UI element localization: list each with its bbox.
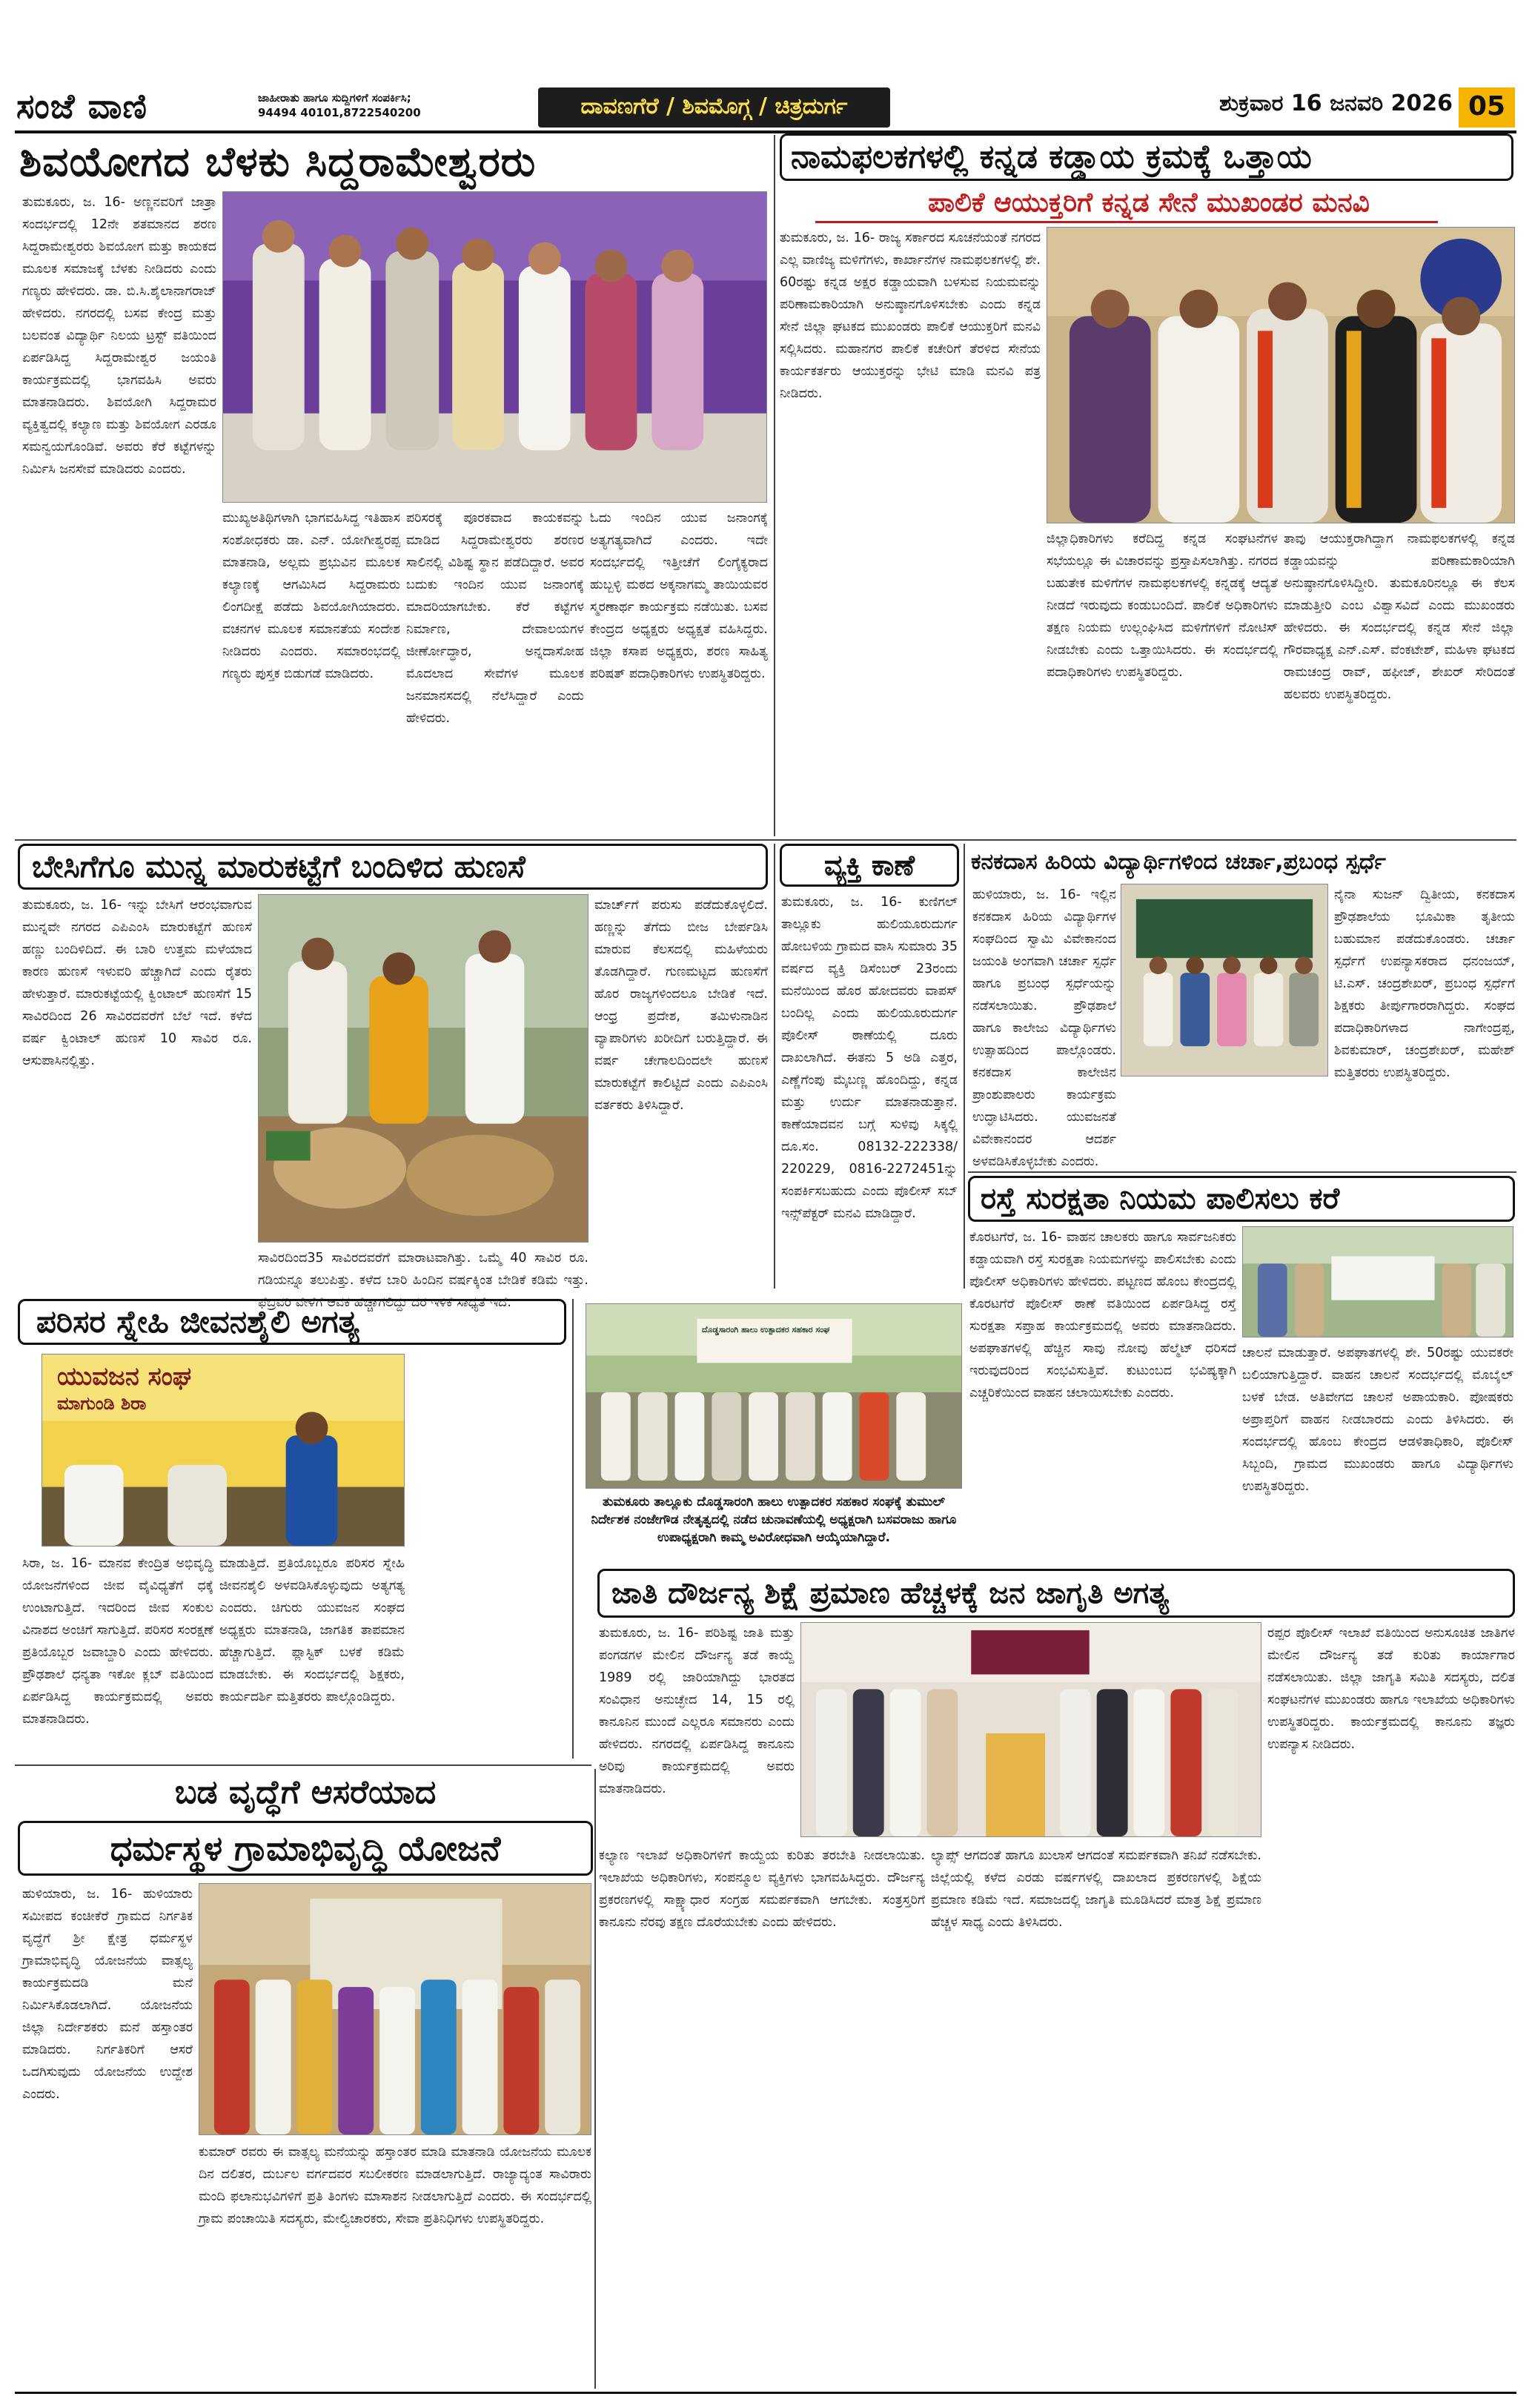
story-1-col-3: ಪರಿಸರಕ್ಕೆ ಪೂರಕವಾದ ಕಾಯಕವನ್ನು ಮಾಡಿದ ಸಿದ್ದರಾಮೇಶ್ವರರು ಶರಣರ ಸಾಲಿನಲ್ಲಿ ವಿಶಿಷ್ಟ ಸ್ಥಾನ ಪಡೆದಿದ್ದಾರೆ. ಅವರ ಬದುಕು ಇಂದಿನ ಯುವ ಜನಾಂಗಕ್ಕೆ ಮಾದರಿಯಾಗಬೇಕು. ಕೆರೆ ಕಟ್ಟೆಗಳ ನಿರ್ಮಾಣ, ದೇವಾಲಯಗಳ ಜೀರ್ಣೋದ್ಧಾರ, ಅನ್ನದಾಸೋಹ ಮೊದಲಾದ ಸೇವೆಗಳ ಮೂಲಕ ಜನಮಾನಸದಲ್ಲಿ ನೆಲೆಸಿದ್ದಾರೆ ಎಂದು ಹೇಳಿದರು. xyxy=(406,511,584,726)
masthead-logo: ಸಂಜೆ ವಾಣಿ xyxy=(16,86,147,126)
story-1-col-4: ಓದು ಇಂದಿನ ಯುವ ಜನಾಂಗಕ್ಕೆ ಅತ್ಯಗತ್ಯವಾಗಿದೆ ಎಂದರು. ಇದೇ ಸಂದರ್ಭದಲ್ಲಿ ಇತ್ತೀಚೆಗೆ ಲಿಂಗೈಕ್ಯರಾದ ಹುಬ್ಬಳ್ಳಿ ಮಠದ ಅಕ್ಕನಾಗಮ್ಮ ತಾಯಿಯವರ ಸ್ಮರಣಾರ್ಥ ಕಾರ್ಯಕ್ರಮ ನಡೆಯಿತು. ಬಸವ ಕೇಂದ್ರದ ಅಧ್ಯಕ್ಷರು ಅಧ್ಯಕ್ಷತೆ ವಹಿಸಿದ್ದರು. ಜಿಲ್ಲಾ ಕಸಾಪ ಅಧ್ಯಕ್ಷರು, ಶರಣ ಸಾಹಿತ್ಯ ಪರಿಷತ್ ಪದಾಧಿಕಾರಿಗಳು ಉಪಸ್ಥಿತರಿದ್ದರು. xyxy=(590,511,768,681)
story-7-col-1: ಸಿರಾ, ಜ. 16- ಮಾನವ ಕೇಂದ್ರಿತ ಅಭಿವೃದ್ಧಿ ಯೋಜನೆಗಳಿಂದ ಜೀವ ವೈವಿಧ್ಯತೆಗೆ ಧಕ್ಕೆ ಉಂಟಾಗುತ್ತಿದೆ. ಇದರಿಂದ ಜೀವ ಸಂಕುಲ ವಿನಾಶದ ಅಂಚಿಗೆ ಸಾಗುತ್ತಿದೆ. ಪರಿಸರ ಸಂರಕ್ಷಣೆ ಪ್ರತಿಯೊಬ್ಬರ ಜವಾಬ್ದಾರಿ ಎಂದು ಹೇಳಿದರು. ಪ್ರೌಢಶಾಲೆ ಧನ್ಯತಾ ಇಕೋ ಕ್ಲಬ್ ವತಿಯಿಂದ ಏರ್ಪಡಿಸಿದ್ದ ಕಾರ್ಯಕ್ರಮದಲ್ಲಿ ಅವರು ಮಾತನಾಡಿದರು. xyxy=(22,1556,213,1727)
story-7-col-2: ಮಾಡುತ್ತಿದೆ. ಪ್ರತಿಯೊಬ್ಬರೂ ಪರಿಸರ ಸ್ನೇಹಿ ಜೀವನಶೈಲಿ ಅಳವಡಿಸಿಕೊಳ್ಳುವುದು ಅತ್ಯಗತ್ಯ ಎಂದರು. ಚಿಗುರು ಯುವಜನ ಸಂಘದ ಅಧ್ಯಕ್ಷರು ಮಾತನಾಡಿ, ಜಾಗತಿಕ ತಾಪಮಾನ ಹೆಚ್ಚಾಗುತ್ತಿದೆ. ಪ್ಲಾಸ್ಟಿಕ್ ಬಳಕೆ ಕಡಿಮೆ ಮಾಡಬೇಕು. ಈ ಸಂದರ್ಭದಲ್ಲಿ ಶಿಕ್ಷಕರು, ಕಾರ್ಯದರ್ಶಿ ಮತ್ತಿತರರು ಪಾಲ್ಗೊಂಡಿದ್ದರು. xyxy=(219,1556,405,1704)
story-5-photo xyxy=(1121,884,1328,1076)
story-9-col-2: ಕುಮಾರ್ ರವರು ಈ ವಾತ್ಸಲ್ಯ ಮನೆಯನ್ನು ಹಸ್ತಾಂತರ ಮಾಡಿ ಮಾತನಾಡಿ ಯೋಜನೆಯ ಮೂಲಕ ದಿನ ದಲಿತರ, ದುರ್ಬಲ ವರ್ಗದವರ ಸಬಲೀಕರಣ ಮಾಡಲಾಗುತ್ತಿದೆ. ರಾಜ್ಯಾದ್ಯಂತ ಸಾವಿರಾರು ಮಂದಿ ಫಲಾನುಭವಿಗಳಿಗೆ ಪ್ರತಿ ತಿಂಗಳು ಮಾಸಾಶನ ನೀಡಲಾಗುತ್ತಿದೆ ಎಂದರು. ಈ ಸಂದರ್ಭದಲ್ಲಿ ಗ್ರಾಮ ಪಂಚಾಯಿತಿ ಸದಸ್ಯರು, ಮೇಲ್ವಿಚಾರಕರು, ಸೇವಾ ಪ್ರತಿನಿಧಿಗಳು ಉಪಸ್ಥಿತರಿದ್ದರು. xyxy=(199,2145,591,2226)
story-2-subhead-underline xyxy=(815,221,1438,223)
column-divider xyxy=(572,1299,574,1759)
story-5-col-1: ಹುಳಿಯಾರು, ಜ. 16- ಇಲ್ಲಿನ ಕನಕದಾಸ ಹಿರಿಯ ವಿದ್ಯಾರ್ಥಿಗಳ ಸಂಘದಿಂದ ಸ್ವಾಮಿ ವಿವೇಕಾನಂದ ಜಯಂತಿ ಅಂಗವಾಗಿ ಚರ್ಚಾ ಸ್ಪರ್ಧೆ ಹಾಗೂ ಪ್ರಬಂಧ ಸ್ಪರ್ಧೆಯನ್ನು ನಡೆಸಲಾಯಿತು. ಪ್ರೌಢಶಾಲೆ ಹಾಗೂ ಕಾಲೇಜು ವಿದ್ಯಾರ್ಥಿಗಳು ಉತ್ಸಾಹದಿಂದ ಪಾಲ್ಗೊಂಡರು. ಕನಕದಾಸ ಕಾಲೇಜಿನ ಪ್ರಾಂಶುಪಾಲರು ಕಾರ್ಯಕ್ರಮ ಉದ್ಘಾಟಿಸಿದರು. ಯುವಜನತೆ ವಿವೇಕಾನಂದರ ಆದರ್ಶ ಅಳವಡಿಸಿಕೊಳ್ಳಬೇಕು ಎಂದರು. xyxy=(972,887,1116,1169)
banner-text: ಯುವಜನ ಸಂಘ xyxy=(57,1362,192,1392)
section-divider xyxy=(968,1171,1516,1173)
story-2-col-1: ತುಮಕೂರು, ಜ. 16- ರಾಜ್ಯ ಸರ್ಕಾರದ ಸೂಚನೆಯಂತೆ ನಗರದ ಎಲ್ಲ ವಾಣಿಜ್ಯ ಮಳಿಗೆಗಳು, ಕಾರ್ಖಾನೆಗಳ ನಾಮಫಲಕಗಳಲ್ಲಿ ಶೇ. 60ರಷ್ಟು ಕನ್ನಡ ಅಕ್ಷರ ಕಡ್ಡಾಯವಾಗಿ ಬಳಸುವ ನಿಯಮವನ್ನು ಪರಿಣಾಮಕಾರಿಯಾಗಿ ಅನುಷ್ಠಾನಗೊಳಿಸಬೇಕು ಎಂದು ಕನ್ನಡ ಸೇನೆ ಜಿಲ್ಲಾ ಘಟಕದ ಮುಖಂಡರು ಪಾಲಿಕೆ ಆಯುಕ್ತರಿಗೆ ಮನವಿ ಸಲ್ಲಿಸಿದರು. ಮಹಾನಗರ ಪಾಲಿಕೆ ಕಚೇರಿಗೆ ತೆರಳಿದ ಸೇನೆಯ ಕಾರ್ಯಕರ್ತರು ಆಯುಕ್ತರನ್ನು ಭೇಟಿ ಮಾಡಿ ಮನವಿ ಪತ್ರ ನೀಡಿದರು. xyxy=(780,231,1041,401)
dairy-sign: ದೊಡ್ಡಸಾರಂಗಿ ಹಾಲು ಉತ್ಪಾದಕರ ಸಹಕಾರ ಸಂಘ xyxy=(702,1325,830,1334)
masthead-contact xyxy=(258,90,525,128)
story-1-col-2: ಮುಖ್ಯಅತಿಥಿಗಳಾಗಿ ಭಾಗವಹಿಸಿದ್ದ ಇತಿಹಾಸ ಸಂಶೋಧಕರು ಡಾ. ಎನ್. ಯೋಗೀಶ್ವರಪ್ಪ ಮಾತನಾಡಿ, ಅಲ್ಲಮ ಪ್ರಭುವಿನ ಮೂಲಕ ಕಲ್ಯಾಣಕ್ಕೆ ಆಗಮಿಸಿದ ಸಿದ್ದರಾಮರು ಲಿಂಗದೀಕ್ಷೆ ಪಡೆದು ಶಿವಯೋಗಿಯಾದರು. ವಚನಗಳ ಮೂಲಕ ಸಮಾನತೆಯ ಸಂದೇಶ ನೀಡಿದರು ಎಂದರು. ಸಮಾರಂಭದಲ್ಲಿ ಗಣ್ಯರು ಪುಸ್ತಕ ಬಿಡುಗಡೆ ಮಾಡಿದರು. xyxy=(222,511,400,681)
dairy-photo-caption: ತುಮಕೂರು ತಾಲ್ಲೂಕು ದೊಡ್ಡಸಾರಂಗಿ ಹಾಲು ಉತ್ಪಾದಕರ ಸಹಕಾರ ಸಂಘಕ್ಕೆ ತುಮುಲ್ ನಿರ್ದೇಶಕ ನಂಜೇಗೌಡ ನೇತೃತ್ವದಲ್ಲಿ ನಡೆದ ಚುನಾವಣೆಯಲ್ಲಿ ಅಧ್ಯಕ್ಷರಾಗಿ ಬಸವರಾಜು ಹಾಗೂ ಉಪಾಧ್ಯಕ್ಷರಾಗಿ ಕಾಮ್ಮ ಅವಿರೋಧವಾಗಿ ಆಯ್ಕೆಯಾಗಿದ್ದಾರೆ. xyxy=(586,1493,962,1567)
story-8-headline: ಜಾತಿ ದೌರ್ಜನ್ಯ ಶಿಕ್ಷೆ ಪ್ರಮಾಣ ಹೆಚ್ಚಳಕ್ಕೆ ಜನ ಜಾಗೃತಿ ಅಗತ್ಯ xyxy=(597,1569,1515,1618)
story-3-col-1: ತುಮಕೂರು, ಜ. 16- ಇನ್ನು ಬೇಸಿಗೆ ಆರಂಭವಾಗುವ ಮುನ್ನವೇ ನಗರದ ಎಪಿಎಂಸಿ ಮಾರುಕಟ್ಟೆಗೆ ಹುಣಸೆ ಹಣ್ಣು ಬಂದಿಳಿದಿದೆ. ಈ ಬಾರಿ ಉತ್ತಮ ಮಳೆಯಾದ ಕಾರಣ ಹುಣಸೆ ಇಳುವರಿ ಹೆಚ್ಚಾಗಿದೆ ಎಂದು ರೈತರು ಹೇಳುತ್ತಾರೆ. ಮಾರುಕಟ್ಟೆಯಲ್ಲಿ ಕ್ವಿಂಟಾಲ್ ಹುಣಸೆಗೆ 15 ಸಾವಿರದಿಂದ 26 ಸಾವಿರದವರೆಗೆ ಬೆಲೆ ಇದೆ. ಕಳೆದ ವರ್ಷ ಕ್ವಿಂಟಾಲ್ ಹುಣಸೆ 10 ಸಾವಿರ ರೂ. ಆಸುಪಾಸಿನಲ್ಲಿತ್ತು. xyxy=(22,898,252,1068)
story-9-headline-line-2: ಧರ್ಮಸ್ಥಳ ಗ್ರಾಮಾಭಿವೃದ್ಧಿ ಯೋಜನೆ xyxy=(18,1821,593,1876)
story-4-body: ತುಮಕೂರು, ಜ. 16- ಕುಣಿಗಲ್ ತಾಲ್ಲೂಕು ಹುಲಿಯೂರುದುರ್ಗ ಹೋಬಳಿಯ ಗ್ರಾಮದ ವಾಸಿ ಸುಮಾರು 35 ವರ್ಷದ ವ್ಯಕ್ತಿ ಡಿಸೆಂಬರ್ 23ರಂದು ಮನೆಯಿಂದ ಹೊರ ಹೋದವರು ವಾಪಸ್ ಬಂದಿಲ್ಲ ಎಂದು ಹುಲಿಯೂರುದುರ್ಗ ಪೊಲೀಸ್ ಠಾಣೆಯಲ್ಲಿ ದೂರು ದಾಖಲಾಗಿದೆ. ಈತನು 5 ಅಡಿ ಎತ್ತರ, ಎಣ್ಣೆಗೆಂಪು ಮೈಬಣ್ಣ ಹೊಂದಿದ್ದು, ಕನ್ನಡ ಮತ್ತು ಉರ್ದು ಮಾತನಾಡುತ್ತಾನೆ. ಕಾಣೆಯಾದವನ ಬಗ್ಗೆ ಸುಳಿವು ಸಿಕ್ಕಲ್ಲಿ ದೂ.ಸಂ. 08132-222338/ 220229, 0816-2272451ನ್ನು ಸಂಪರ್ಕಿಸಬಹುದು ಎಂದು ಪೊಲೀಸ್ ಸಬ್ ಇನ್ಸ್‌ಪೆಕ್ಟರ್ ಮನವಿ ಮಾಡಿದ್ದಾರೆ. xyxy=(781,895,958,1221)
story-3-photo xyxy=(258,894,588,1243)
story-5-headline: ಕನಕದಾಸ ಹಿರಿಯ ವಿದ್ಯಾರ್ಥಿಗಳಿಂದ ಚರ್ಚಾ,ಪ್ರಬಂಧ ಸ್ಪರ್ಧೆ xyxy=(971,849,1386,875)
story-5-col-2: ನೈನಾ ಸುಜನ್ ದ್ವಿತೀಯ, ಕನಕದಾಸ ಪ್ರೌಢಶಾಲೆಯ ಭೂಮಿಕಾ ತೃತೀಯ ಬಹುಮಾನ ಪಡೆದುಕೊಂಡರು. ಚರ್ಚಾ ಸ್ಪರ್ಧೆಗೆ ಉಪನ್ಯಾಸಕರಾದ ಧನಂಜಯ್, ಟಿ.ಎಸ್. ಚಂದ್ರಶೇಖರ್, ಪ್ರಬಂಧ ಸ್ಪರ್ಧೆಗೆ ಶಿಕ್ಷಕರು ತೀರ್ಪುಗಾರರಾಗಿದ್ದರು. ಸಂಘದ ಪದಾಧಿಕಾರಿಗಳಾದ ನಾಗೇಂದ್ರಪ್ಪ, ಶಿವಕುಮಾರ್, ಚಂದ್ರಶೇಖರ್, ಮಹೇಶ್ ಮತ್ತಿತರರು ಉಪಸ್ಥಿತರಿದ್ದರು. xyxy=(1334,887,1515,1080)
story-1-col-1: ತುಮಕೂರು, ಜ. 16- ಅಣ್ಣನವರಿಗೆ ಜಾತ್ರಾ ಸಂದರ್ಭದಲ್ಲಿ 12ನೇ ಶತಮಾನದ ಶರಣ ಸಿದ್ದರಾಮೇಶ್ವರರು ಶಿವಯೋಗ ಮತ್ತು ಕಾಯಕದ ಮೂಲಕ ಸಮಾಜಕ್ಕೆ ಬೆಳಕು ನೀಡಿದರು ಎಂದು ಗಣ್ಯರು ಹೇಳಿದರು. ಡಾ. ಬಿ.ಸಿ.ಶೈಲಾನಾಗರಾಜ್ ಹೇಳಿದರು. ನಗರದಲ್ಲಿ ಬಸವ ಕೇಂದ್ರ ಮತ್ತು ಬಲವಂತ ವಿದ್ಯಾರ್ಥಿ ನಿಲಯ ಟ್ರಸ್ಟ್ ವತಿಯಿಂದ ಏರ್ಪಡಿಸಿದ್ದ ಸಿದ್ದರಾಮೇಶ್ವರ ಜಯಂತಿ ಕಾರ್ಯಕ್ರಮದಲ್ಲಿ ಭಾಗವಹಿಸಿ ಅವರು ಮಾತನಾಡಿದರು. ಶಿವಯೋಗಿ ಸಿದ್ದರಾಮರ ವ್ಯಕ್ತಿತ್ವದಲ್ಲಿ ಕಲ್ಯಾಣ ಮತ್ತು ಶಿವಯೋಗ ಎರಡೂ ಸಮನ್ವಯಗೊಂಡಿವೆ. ಅವರು ಕೆರೆ ಕಟ್ಟೆಗಳನ್ನು ನಿರ್ಮಿಸಿ ಜನಸೇವೆ ಮಾಡಿದರು ಎಂದರು. xyxy=(22,195,216,477)
story-1-photo xyxy=(222,191,767,503)
column-divider xyxy=(774,135,775,836)
story-5-col-3 xyxy=(1121,1081,1328,1165)
story-1-headline: ಶಿವಯೋಗದ ಬೆಳಕು ಸಿದ್ದರಾಮೇಶ್ವರರು xyxy=(19,138,537,185)
contact-line-1: ಜಾಹೀರಾತು ಹಾಗೂ ಸುದ್ದಿಗಳಿಗೆ ಸಂಪರ್ಕಿಸಿ; xyxy=(258,91,411,105)
story-3-col-3: ಮಾರ್ಚ್‌ಗೆ ಪರುಸು ಪಡೆದುಕೊಳ್ಳಲಿದೆ. ಹಣ್ಣನ್ನು ತೆಗೆದು ಬೀಜ ಬೇರ್ಪಡಿಸಿ ಮಾರುವ ಕೆಲಸದಲ್ಲಿ ಮಹಿಳೆಯರು ತೊಡಗಿದ್ದಾರೆ. ಗುಣಮಟ್ಟದ ಹುಣಸೆಗೆ ಹೊರ ರಾಜ್ಯಗಳಿಂದಲೂ ಬೇಡಿಕೆ ಇದೆ. ಆಂಧ್ರ ಪ್ರದೇಶ, ತಮಿಳುನಾಡಿನ ವ್ಯಾಪಾರಿಗಳು ಖರೀದಿಗೆ ಬರುತ್ತಿದ್ದಾರೆ. ಈ ವರ್ಷ ಚೇಗಾಲದಿಂದಲೇ ಹುಣಸೆ ಮಾರುಕಟ್ಟೆಗೆ ಕಾಲಿಟ್ಟಿದೆ ಎಂದು ಎಪಿಎಂಸಿ ವರ್ತಕರು ತಿಳಿಸಿದ್ದಾರೆ. xyxy=(594,898,768,1113)
story-6-col-2: ಚಾಲನೆ ಮಾಡುತ್ತಾರೆ. ಅಪಘಾತಗಳಲ್ಲಿ ಶೇ. 50ರಷ್ಟು ಯುವಕರೇ ಬಲಿಯಾಗುತ್ತಿದ್ದಾರೆ. ವಾಹನ ಚಾಲನೆ ಸಂದರ್ಭದಲ್ಲಿ ಮೊಬೈಲ್ ಬಳಕೆ ಬೇಡ. ಅತಿವೇಗದ ಚಾಲನೆ ಅಪಾಯಕಾರಿ. ಪೋಷಕರು ಅಪ್ರಾಪ್ತರಿಗೆ ವಾಹನ ನೀಡಬಾರದು ಎಂದು ತಿಳಿಸಿದರು. ಈ ಸಂದರ್ಭದಲ್ಲಿ ಹೊಂಬ ಕೇಂದ್ರದ ಆಡಳಿತಾಧಿಕಾರಿ, ಪೊಲೀಸ್ ಸಿಬ್ಬಂದಿ, ಗ್ರಾಮದ ಮುಖಂಡರು ಹಾಗೂ ವಿದ್ಯಾರ್ಥಿಗಳು ಉಪಸ್ಥಿತರಿದ್ದರು. xyxy=(1242,1346,1513,1494)
story-7-photo xyxy=(42,1354,405,1547)
story-6-headline: ರಸ್ತೆ ಸುರಕ್ಷತಾ ನಿಯಮ ಪಾಲಿಸಲು ಕರೆ xyxy=(968,1176,1515,1222)
story-2-headline: ನಾಮಫಲಕಗಳಲ್ಲಿ ಕನ್ನಡ ಕಡ್ಡಾಯ ಕ್ರಮಕ್ಕೆ ಒತ್ತಾಯ xyxy=(780,133,1513,181)
column-divider xyxy=(594,1769,596,2389)
section-divider xyxy=(15,1764,591,1766)
story-2-photo xyxy=(1047,227,1515,523)
story-8-photo xyxy=(800,1622,1261,1837)
page-number: 05 xyxy=(1459,87,1515,128)
column-divider xyxy=(964,844,965,1289)
story-8-col-1: ತುಮಕೂರು, ಜ. 16- ಪರಿಶಿಷ್ಟ ಜಾತಿ ಮತ್ತು ಪಂಗಡಗಳ ಮೇಲಿನ ದೌರ್ಜನ್ಯ ತಡೆ ಕಾಯ್ದೆ 1989 ರಲ್ಲಿ ಜಾರಿಯಾಗಿದ್ದು ಭಾರತದ ಸಂವಿಧಾನ ಅನುಚ್ಛೇದ 14, 15 ರಲ್ಲಿ ಕಾನೂನಿನ ಮುಂದೆ ಎಲ್ಲರೂ ಸಮಾನರು ಎಂದು ಹೇಳಿದರು. ನಗರದಲ್ಲಿ ಏರ್ಪಡಿಸಿದ್ದ ಕಾನೂನು ಅರಿವು ಕಾರ್ಯಕ್ರಮದಲ್ಲಿ ಅವರು ಮಾತನಾಡಿದರು. xyxy=(599,1626,795,1796)
story-3-col-2: ಸಾವಿರದಿಂದ35 ಸಾವಿರದವರೆಗೆ ಮಾರಾಟವಾಗಿತ್ತು. ಒಮ್ಮೆ 40 ಸಾವಿರ ರೂ. ಗಡಿಯನ್ನೂ ತಲುಪಿತ್ತು. ಕಳೆದ ಬಾರಿ ಹಿಂದಿನ ವರ್ಷಕ್ಕಿಂತ ಬೇಡಿಕೆ ಕಡಿಮೆ ಇತ್ತು. ಫೆಬ್ರವರಿ ವೇಳೆಗೆ ಆವಕ ಹೆಚ್ಚಾಗಲಿದ್ದು ದರ ಇಳಿಕೆ ಸಾಧ್ಯತೆ ಇದೆ. xyxy=(258,1251,588,1310)
story-9-photo xyxy=(199,1883,591,2135)
story-2-subhead: ಪಾಲಿಕೆ ಆಯುಕ್ತರಿಗೆ ಕನ್ನಡ ಸೇನೆ ಮುಖಂಡರ ಮನವಿ xyxy=(928,188,1370,218)
story-8-col-2: ಕಲ್ಯಾಣ ಇಲಾಖೆ ಅಧಿಕಾರಿಗಳಿಗೆ ಕಾಯ್ದೆಯ ಕುರಿತು ತರಬೇತಿ ನೀಡಲಾಯಿತು. ಇಲಾಖೆಯ ಅಧಿಕಾರಿಗಳು, ಸಂಪನ್ಮೂಲ ವ್ಯಕ್ತಿಗಳು ಭಾಗವಹಿಸಿದ್ದರು. ದೌರ್ಜನ್ಯ ಪ್ರಕರಣಗಳಲ್ಲಿ ಸಾಕ್ಷ್ಯಾಧಾರ ಸಂಗ್ರಹ ಸಮರ್ಪಕವಾಗಿ ಆಗಬೇಕು. ಸಂತ್ರಸ್ತರಿಗೆ ಕಾನೂನು ನೆರವು ತಕ್ಷಣ ದೊರೆಯಬೇಕು ಎಂದು ಹೇಳಿದರು. xyxy=(599,1848,925,1930)
dairy-photo xyxy=(586,1303,962,1489)
edition-date: ಶುಕ್ರವಾರ 16 ಜನವರಿ 2026 xyxy=(1219,90,1453,116)
story-8-col-3: ಲ್ಯಾಪ್ಸ್ ಆಗದಂತೆ ಹಾಗೂ ಖುಲಾಸೆ ಆಗದಂತೆ ಸಮರ್ಪಕವಾಗಿ ತನಿಖೆ ನಡೆಸಬೇಕು. ಜಿಲ್ಲೆಯಲ್ಲಿ ಕಳೆದ ಎರಡು ವರ್ಷಗಳಲ್ಲಿ ದಾಖಲಾದ ಪ್ರಕರಣಗಳಲ್ಲಿ ಶಿಕ್ಷೆಯ ಪ್ರಮಾಣ ಕಡಿಮೆ ಇದೆ. ಸಮಾಜದಲ್ಲಿ ಜಾಗೃತಿ ಮೂಡಿಸಿದರೆ ಮಾತ್ರ ಶಿಕ್ಷೆ ಪ್ರಮಾಣ ಹೆಚ್ಚಳ ಸಾಧ್ಯ ಎಂದು ತಿಳಿಸಿದರು. xyxy=(931,1848,1261,1930)
footer-rule xyxy=(15,2392,1516,2394)
story-9-col-1: ಹುಳಿಯಾರು, ಜ. 16- ಹುಳಿಯಾರು ಸಮೀಪದ ಕಂಚೀಕೆರೆ ಗ್ರಾಮದ ನಿರ್ಗತಿಕ ವೃದ್ಧೆಗೆ ಶ್ರೀ ಕ್ಷೇತ್ರ ಧರ್ಮಸ್ಥಳ ಗ್ರಾಮಾಭಿವೃದ್ಧಿ ಯೋಜನೆಯ ವಾತ್ಸಲ್ಯ ಕಾರ್ಯಕ್ರಮದಡಿ ಮನೆ ನಿರ್ಮಿಸಿಕೊಡಲಾಗಿದೆ. ಯೋಜನೆಯ ಜಿಲ್ಲಾ ನಿರ್ದೇಶಕರು ಮನೆ ಹಸ್ತಾಂತರ ಮಾಡಿದರು. ನಿರ್ಗತಿಕರಿಗೆ ಆಸರೆ ಒದಗಿಸುವುದು ಯೋಜನೆಯ ಉದ್ದೇಶ ಎಂದರು. xyxy=(22,1887,193,2102)
section-divider xyxy=(15,839,1516,841)
story-4-headline: ವ್ಯಕ್ತಿ ಕಾಣೆ xyxy=(780,844,959,887)
story-3-headline: ಬೇಸಿಗೆಗೂ ಮುನ್ನ ಮಾರುಕಟ್ಟೆಗೆ ಬಂದಿಳಿದ ಹುಣಸೆ xyxy=(18,844,768,890)
story-2-col-2: ಜಿಲ್ಲಾಧಿಕಾರಿಗಳು ಕರೆದಿದ್ದ ಕನ್ನಡ ಸಂಘಟನೆಗಳ ಸಭೆಯಲ್ಲೂ ಈ ವಿಚಾರವನ್ನು ಪ್ರಸ್ತಾಪಿಸಲಾಗಿತ್ತು. ನಗರದ ಬಹುತೇಕ ಮಳಿಗೆಗಳ ನಾಮಫಲಕಗಳಲ್ಲಿ ಕನ್ನಡಕ್ಕೆ ಆದ್ಯತೆ ನೀಡದೆ ಇರುವುದು ಕಂಡುಬಂದಿದೆ. ಪಾಲಿಕೆ ಅಧಿಕಾರಿಗಳು ತಕ್ಷಣ ನಿಯಮ ಉಲ್ಲಂಘಿಸಿದ ಮಳಿಗೆಗಳಿಗೆ ನೋಟಿಸ್ ನೀಡಬೇಕು ಎಂದು ಒತ್ತಾಯಿಸಿದರು. ಈ ಸಂದರ್ಭದಲ್ಲಿ ಪದಾಧಿಕಾರಿಗಳು ಉಪಸ್ಥಿತರಿದ್ದರು. xyxy=(1047,532,1278,680)
column-divider xyxy=(774,844,775,1289)
region-bar: ದಾವಣಗೆರೆ / ಶಿವಮೊಗ್ಗ / ಚಿತ್ರದುರ್ಗ xyxy=(538,87,890,128)
banner-text-2: ಮಾಗುಂಡಿ ಶಿರಾ xyxy=(57,1393,147,1414)
story-8-col-4: ರಪ್ಪರ ಪೊಲೀಸ್ ಇಲಾಖೆ ವತಿಯಿಂದ ಅನುಸೂಚಿತ ಜಾತಿಗಳ ಮೇಲಿನ ದೌರ್ಜನ್ಯ ತಡೆ ಕುರಿತು ಕಾರ್ಯಾಗಾರ ನಡೆಸಲಾಯಿತು. ಜಿಲ್ಲಾ ಜಾಗೃತಿ ಸಮಿತಿ ಸದಸ್ಯರು, ದಲಿತ ಸಂಘಟನೆಗಳ ಮುಖಂಡರು ಹಾಗೂ ಇಲಾಖೆಯ ಅಧಿಕಾರಿಗಳು ಉಪಸ್ಥಿತರಿದ್ದರು. ಕಾರ್ಯಕ್ರಮದಲ್ಲಿ ಕಾನೂನು ತಜ್ಞರು ಉಪನ್ಯಾಸ ನೀಡಿದರು. xyxy=(1267,1626,1515,1752)
story-9-headline-line-1: ಬಡ ವೃದ್ಧೆಗೆ ಆಸರೆಯಾದ xyxy=(174,1773,437,1811)
story-6-col-1: ಕೊರಟಗೆರೆ, ಜ. 16- ವಾಹನ ಚಾಲಕರು ಹಾಗೂ ಸಾರ್ವಜನಿಕರು ಕಡ್ಡಾಯವಾಗಿ ರಸ್ತೆ ಸುರಕ್ಷತಾ ನಿಯಮಗಳನ್ನು ಪಾಲಿಸಬೇಕು ಎಂದು ಪೊಲೀಸ್ ಅಧಿಕಾರಿಗಳು ಹೇಳಿದರು. ಪಟ್ಟಣದ ಹೊಂಬ ಕೇಂದ್ರದಲ್ಲಿ ಕೊರಟಗೆರೆ ಪೊಲೀಸ್ ಠಾಣೆ ವತಿಯಿಂದ ಏರ್ಪಡಿಸಿದ್ದ ರಸ್ತೆ ಸುರಕ್ಷತಾ ಸಪ್ತಾಹ ಕಾರ್ಯಕ್ರಮದಲ್ಲಿ ಅವರು ಮಾತನಾಡಿದರು. ಅಪಘಾತಗಳಲ್ಲಿ ಹೆಚ್ಚಿನ ಸಾವು ನೋವು ಹೆಲ್ಮೆಟ್ ಧರಿಸದೆ ಇರುವುದರಿಂದ ಸಂಭವಿಸುತ್ತಿವೆ. ಕುಟುಂಬದ ಭವಿಷ್ಯಕ್ಕಾಗಿ ಎಚ್ಚರಿಕೆಯಿಂದ ವಾಹನ ಚಲಾಯಿಸಬೇಕು ಎಂದರು. xyxy=(969,1230,1236,1400)
story-7-col-3 xyxy=(411,1354,566,1760)
contact-phone: 94494 40101,8722540200 xyxy=(258,106,421,119)
story-2-col-3: ತಾವು ಆಯುಕ್ತರಾಗಿದ್ದಾಗ ನಾಮಫಲಕಗಳಲ್ಲಿ ಕನ್ನಡ ಕಡ್ಡಾಯವನ್ನು ಪರಿಣಾಮಕಾರಿಯಾಗಿ ಅನುಷ್ಠಾನಗೊಳಿಸಿದ್ದೀರಿ. ತುಮಕೂರಿನಲ್ಲೂ ಈ ಕೆಲಸ ಮಾಡುತ್ತೀರಿ ಎಂಬ ವಿಶ್ವಾಸವಿದೆ ಎಂದು ಮುಖಂಡರು ಹೇಳಿದರು. ಈ ಸಂದರ್ಭದಲ್ಲಿ ಕನ್ನಡ ಸೇನೆ ಜಿಲ್ಲಾ ಗೌರವಾಧ್ಯಕ್ಷ ಎನ್.ಎಸ್. ವೆಂಕಟೇಶ್, ಮಹಿಳಾ ಘಟಕದ ರಾಮಚಂದ್ರ ರಾವ್, ಹಫೀಜ್, ಶೇಖರ್ ಸೇರಿದಂತೆ ಹಲವರು ಉಪಸ್ಥಿತರಿದ್ದರು. xyxy=(1284,532,1515,702)
story-7-headline: ಪರಿಸರ ಸ್ನೇಹಿ ಜೀವನಶೈಲಿ ಅಗತ್ಯ xyxy=(18,1299,566,1345)
story-6-photo xyxy=(1242,1226,1513,1337)
